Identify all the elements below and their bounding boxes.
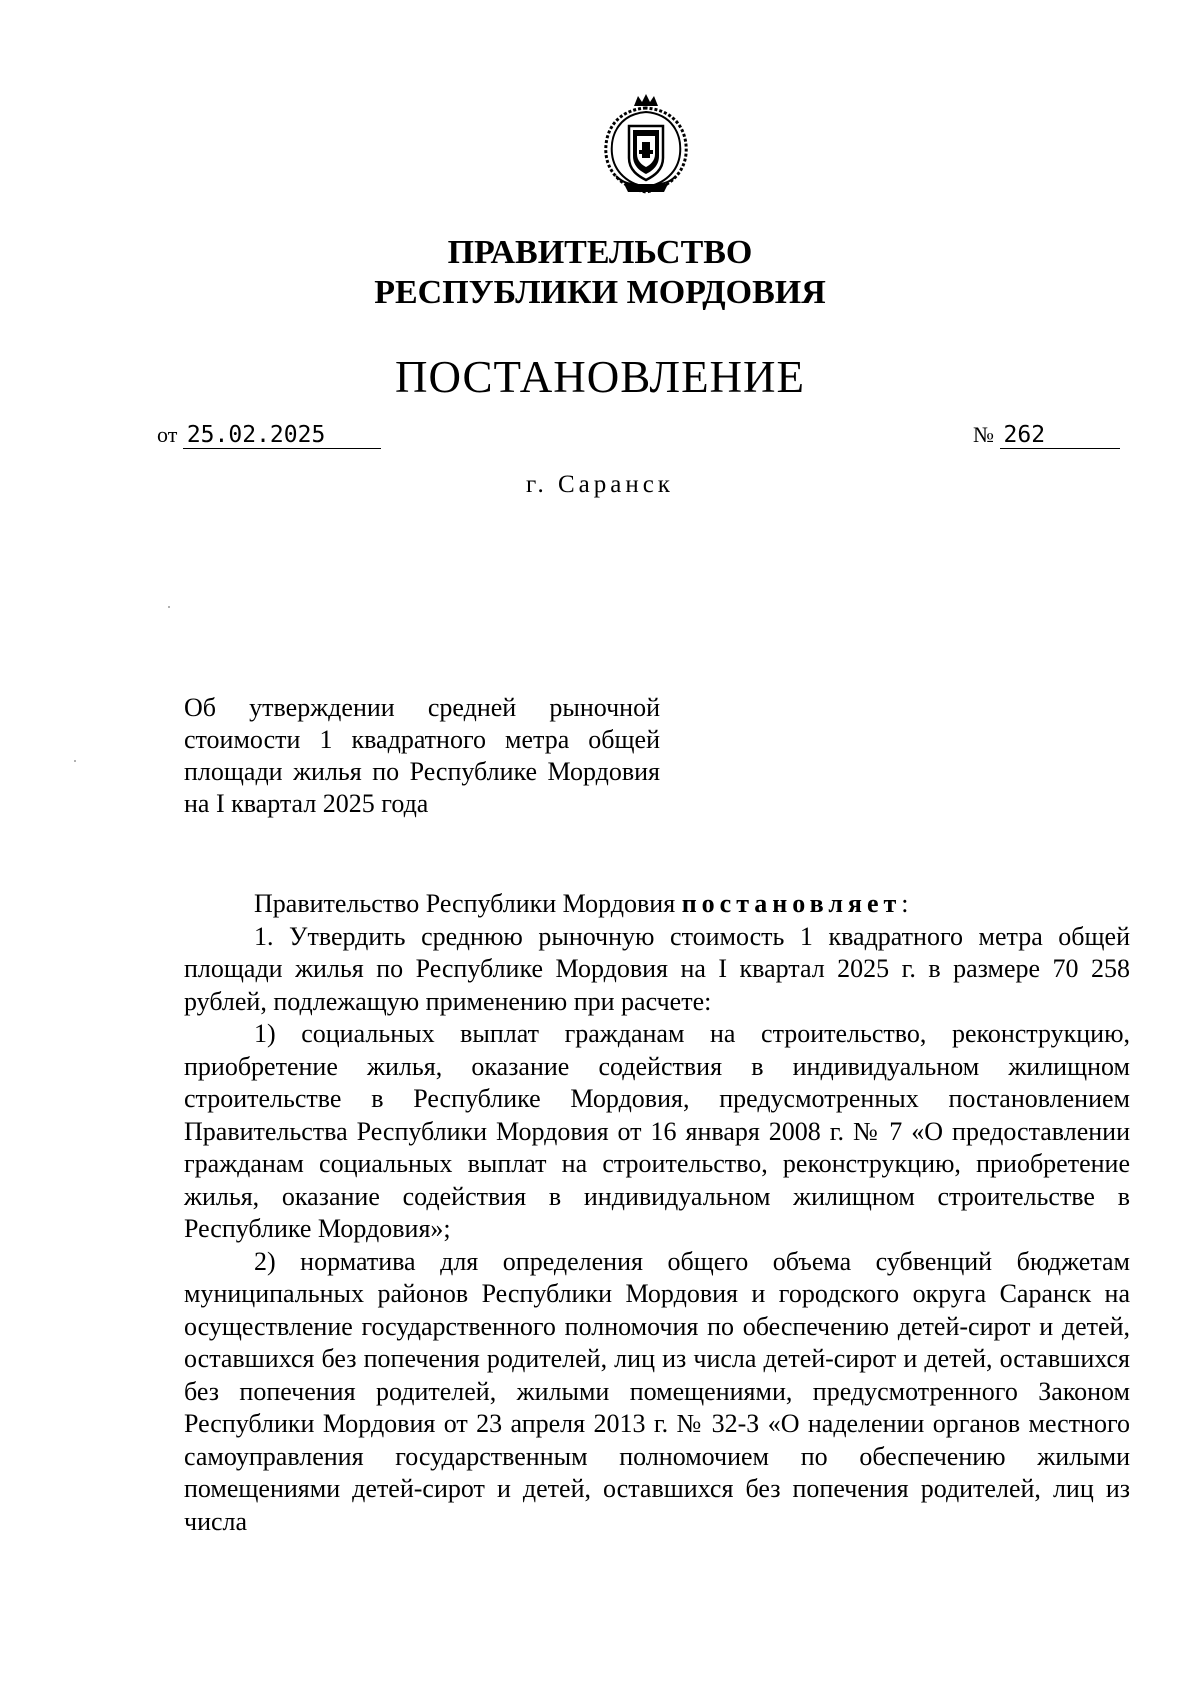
date-prefix: от bbox=[157, 422, 178, 447]
org-name-line2: РЕСПУБЛИКИ МОРДОВИЯ bbox=[374, 274, 826, 311]
scan-speck bbox=[74, 760, 76, 762]
document-type: ПОСТАНОВЛЕНИЕ bbox=[394, 352, 806, 402]
city-line: г. Саранск bbox=[526, 471, 674, 498]
number-prefix: № bbox=[973, 422, 994, 447]
resolves-keyword: постановляет bbox=[681, 889, 902, 918]
document-title: Об утверждении средней рыночной стоимости 1 квадратного метра общей площади жилья по Республике Мордовия на I квартал 2025 года bbox=[184, 693, 660, 818]
subitem-1: 1) социальных выплат гражданам на строительство, реконструкцию, приобретение жилья, оказание содействия в индивидуальном жилищном строительстве в Республике Мордовия, предусмотренных постановлением Правительства Республики Мордовия от 16 января 2008 г. № 7 «О предоставлении гражданам социальных выплат на строительство, реконструкцию, приобретение жилья, оказание содействия в индивидуальном жилищном строительстве в Республике Мордовия»; bbox=[184, 1019, 1130, 1243]
intro-paragraph: Правительство Республики Мордовия постановляет: bbox=[254, 889, 909, 918]
scan-speck bbox=[168, 606, 170, 608]
date-field bbox=[157, 421, 381, 449]
number-field bbox=[973, 421, 1120, 449]
subitem-2: 2) норматива для определения общего объема субвенций бюджетам муниципальных районов Республики Мордовия и городского округа Саранск на осуществление государственного полномочия по обеспечению детей-сирот и детей, оставшихся без попечения родителей, лиц из числа детей-сирот и детей, оставшихся без попечения родителей, жилыми помещениями, предусмотренного Законом Республики Мордовия от 23 апреля 2013 г. № 32-З «О наделении органов местного самоуправления государственным полномочием по обеспечению жилыми помещениями детей-сирот и детей, оставшихся без попечения родителей, лиц из числа bbox=[184, 1246, 1130, 1536]
item-1: 1. Утвердить среднюю рыночную стоимость 1 квадратного метра общей площади жилья по Республике Мордовия на I квартал 2025 г. в размере 70 258 рублей, подлежащую применению при расчете: bbox=[184, 921, 1130, 1016]
number-value: 262 bbox=[1000, 422, 1120, 449]
document-body bbox=[184, 888, 1130, 1538]
org-name-line1: ПРАВИТЕЛЬСТВО bbox=[447, 234, 753, 271]
coat-of-arms-emblem bbox=[596, 92, 696, 202]
date-value: 25.02.2025 bbox=[183, 422, 381, 449]
